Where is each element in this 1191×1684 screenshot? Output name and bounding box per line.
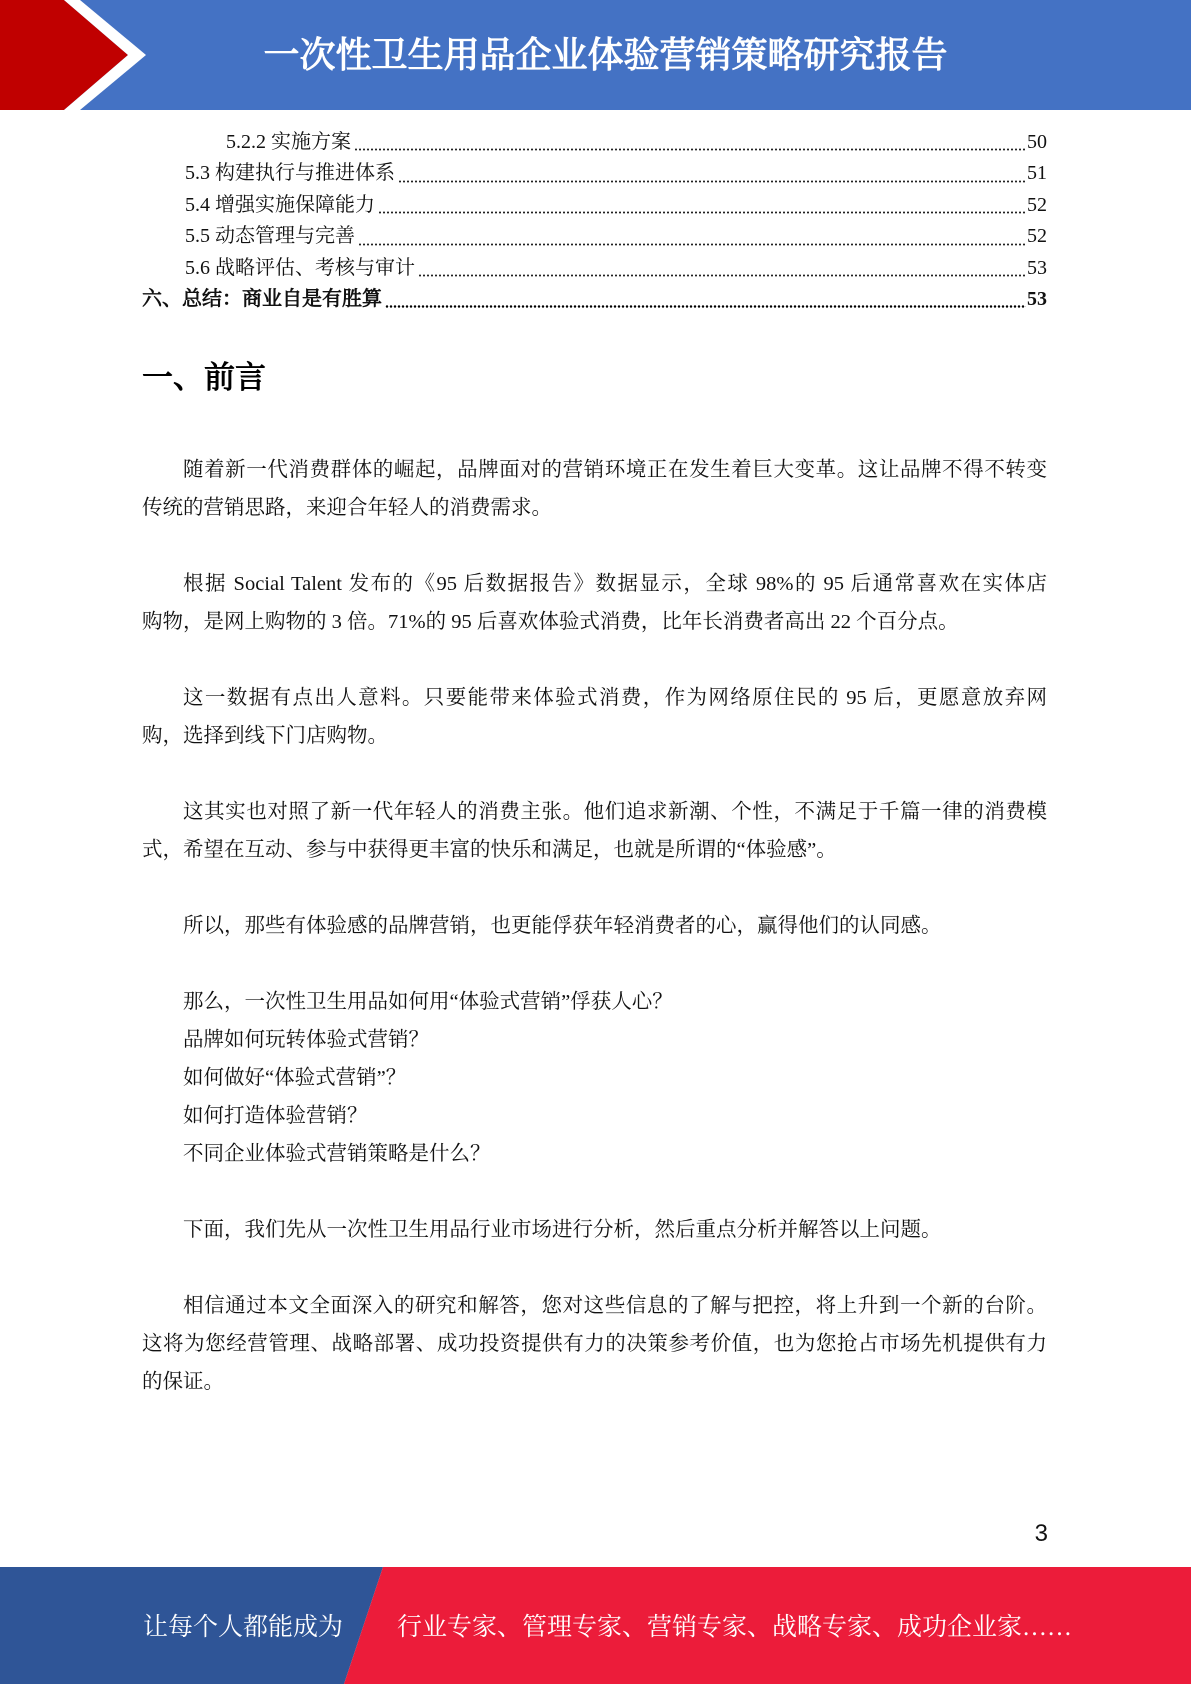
- toc-entry-title: 5.6 战略评估、考核与审计: [185, 256, 415, 279]
- toc-dot-leader: [378, 211, 1026, 214]
- toc-dot-leader: [385, 305, 1026, 308]
- paragraph-line: 这一数据有点出人意料。只要能带来体验式消费，作为网络原住民的 95 后，更愿意放弃网: [183, 687, 1047, 709]
- toc-dot-leader: [418, 274, 1026, 277]
- toc-entry-title: 5.3 构建执行与推进体系: [185, 162, 395, 185]
- toc-entry[interactable]: [142, 253, 1047, 284]
- paragraph-line: 所以，那些有体验感的品牌营销，也更能俘获年轻消费者的心，赢得他们的认同感。: [183, 915, 942, 937]
- question-line: 如何打造体验营销？: [183, 1105, 368, 1127]
- toc-entry-page: 51: [1027, 162, 1047, 185]
- question-line: 如何做好“体验式营销”？: [183, 1067, 407, 1089]
- paragraph: [142, 679, 1047, 755]
- paragraph-line: 这将为您经营管理、战略部署、成功投资提供有力的决策参考价值，也为您抢占市场先机提供有力: [142, 1333, 1047, 1355]
- paragraph: [142, 565, 1047, 641]
- question-line: 不同企业体验式营销策略是什么？: [183, 1143, 491, 1165]
- toc-entry[interactable]: [142, 221, 1047, 252]
- paragraph: [142, 1211, 1047, 1249]
- body-text: [142, 451, 1047, 1439]
- toc-entry-title: 5.2.2 实施方案: [226, 131, 351, 153]
- toc-dot-leader: [398, 180, 1026, 183]
- question-line: 那么，一次性卫生用品如何用“体验式营销”俘获人心？: [183, 991, 673, 1013]
- paragraph-line: 的保证。: [142, 1371, 224, 1393]
- toc-entry[interactable]: [142, 158, 1047, 189]
- footer-slogan-roles: 行业专家、管理专家、营销专家、战略专家、成功企业家……: [397, 1614, 1073, 1641]
- paragraph-line: 购物，是网上购物的 3 倍。71%的 95 后喜欢体验式消费，比年长消费者高出 22 个百分点。: [142, 611, 959, 633]
- paragraph: [142, 793, 1047, 869]
- toc-entry-title: 5.5 动态管理与完善: [185, 225, 355, 248]
- section-heading: 一、前言: [142, 360, 266, 395]
- toc-entry-page: 53: [1027, 287, 1047, 310]
- page-number: 3: [1034, 1520, 1048, 1547]
- question-line: 品牌如何玩转体验式营销？: [183, 1029, 429, 1051]
- toc-entry-title: 5.4 增强实施保障能力: [185, 193, 375, 216]
- paragraph-line: 相信通过本文全面深入的研究和解答，您对这些信息的了解与把控，将上升到一个新的台阶。: [183, 1295, 1047, 1317]
- toc-entry[interactable]: [142, 127, 1047, 158]
- toc-entry-page: 52: [1027, 193, 1047, 216]
- toc-entry-page: 53: [1027, 256, 1047, 279]
- table-of-contents: [142, 127, 1047, 315]
- toc-entry-chapter[interactable]: [142, 284, 1047, 315]
- paragraph-line: 这其实也对照了新一代年轻人的消费主张。他们追求新潮、个性，不满足于千篇一律的消费模: [183, 801, 1047, 823]
- paragraph-line: 传统的营销思路，来迎合年轻人的消费需求。: [142, 497, 552, 519]
- toc-dot-leader: [354, 148, 1026, 151]
- report-title: 一次性卫生用品企业体验营销策略研究报告: [263, 34, 948, 75]
- paragraph-line: 根据 Social Talent 发布的《95 后数据报告》数据显示，全球 98%的 95 后通常喜欢在实体店: [183, 573, 1047, 595]
- toc-entry-title: 六、总结：商业自是有胜算: [142, 287, 382, 310]
- paragraph-line: 下面，我们先从一次性卫生用品行业市场进行分析，然后重点分析并解答以上问题。: [183, 1219, 942, 1241]
- paragraph-line: 购，选择到线下门店购物。: [142, 725, 388, 747]
- toc-dot-leader: [358, 243, 1026, 246]
- page-footer: [0, 1567, 1191, 1684]
- toc-entry-page: 52: [1027, 225, 1047, 248]
- paragraph: [142, 1287, 1047, 1401]
- paragraph-line: 式，希望在互动、参与中获得更丰富的快乐和满足，也就是所谓的“体验感”。: [142, 839, 837, 861]
- paragraph: [142, 451, 1047, 527]
- paragraph: [142, 907, 1047, 945]
- toc-entry-page: 50: [1027, 131, 1047, 153]
- page-header: [0, 0, 1191, 110]
- question-list: [142, 983, 1047, 1173]
- footer-slogan-lead: 让每个人都能成为: [143, 1614, 344, 1641]
- paragraph-line: 随着新一代消费群体的崛起，品牌面对的营销环境正在发生着巨大变革。这让品牌不得不转变: [183, 459, 1047, 481]
- toc-entry[interactable]: [142, 190, 1047, 221]
